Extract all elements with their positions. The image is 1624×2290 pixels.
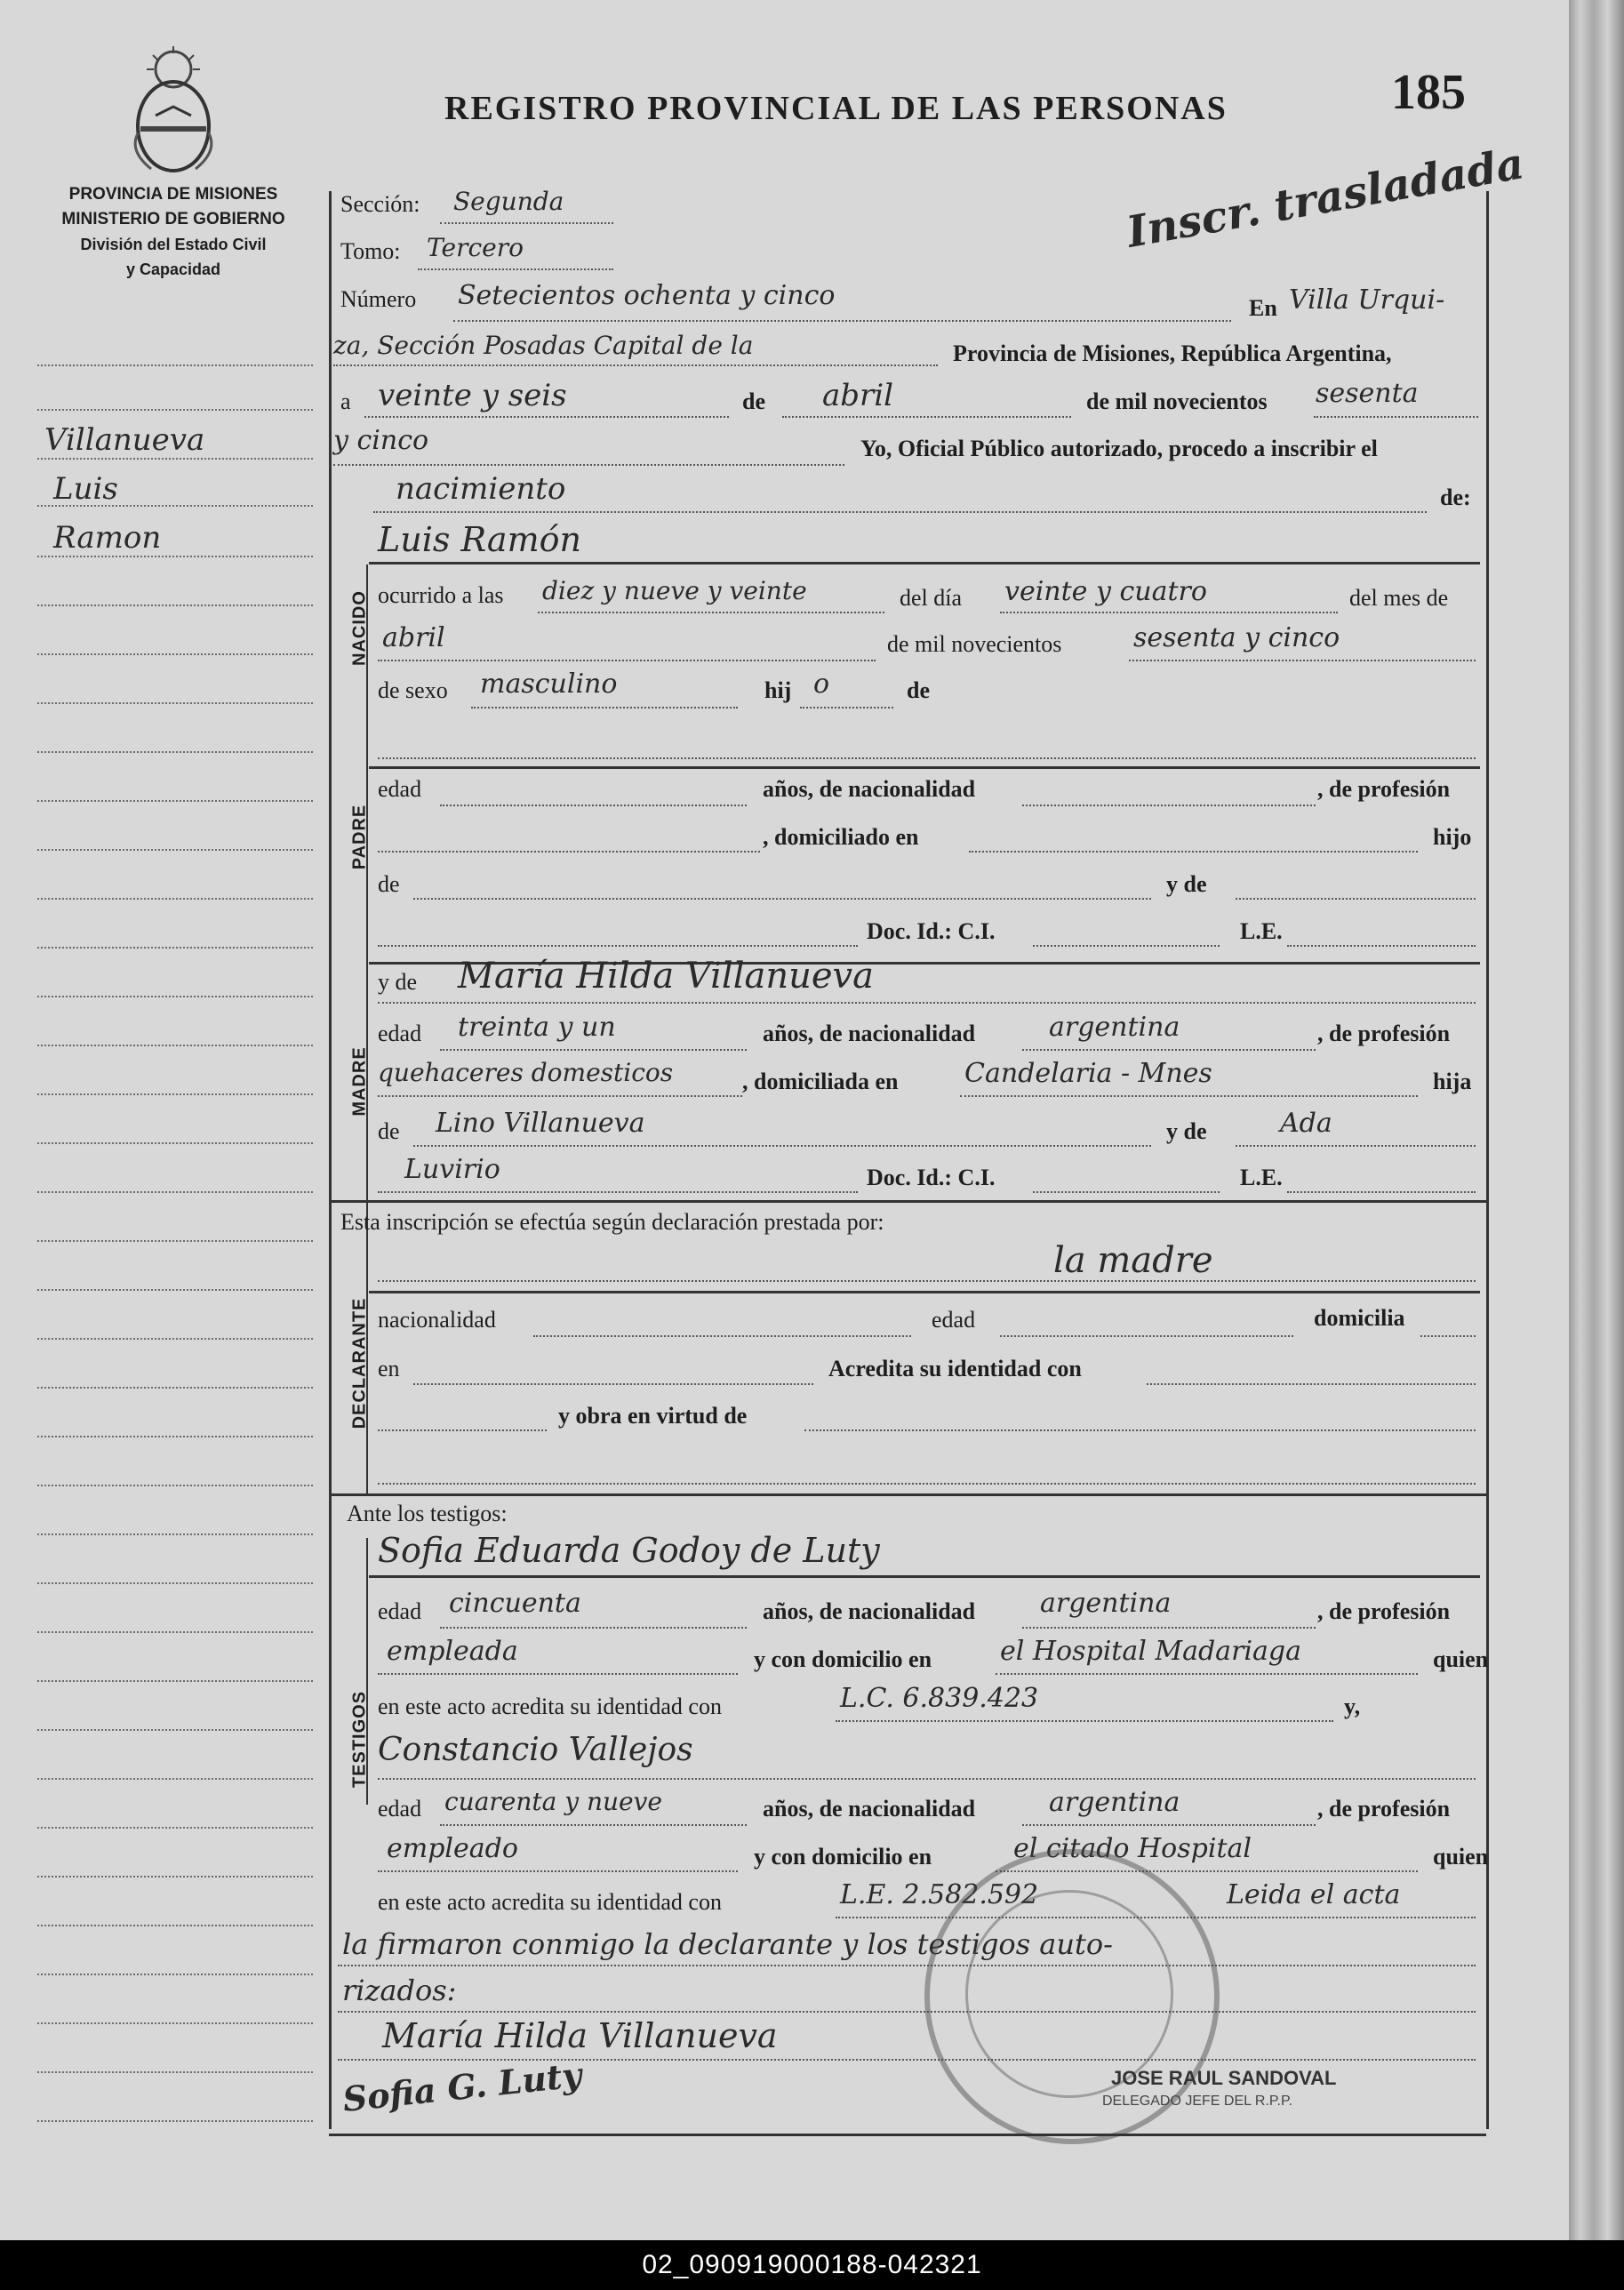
t1-doc-value: L.C. 6.839.423	[840, 1683, 1039, 1714]
file-id-caption: 02_090919000188-042321	[0, 2240, 1624, 2290]
t2-dom-value: el citado Hospital	[1013, 1833, 1252, 1864]
numero-value: Setecientos ochenta y cinco	[458, 280, 836, 311]
place-line2: za, Sección Posadas Capital de la	[333, 331, 754, 360]
t1-quien-label: quien	[1433, 1646, 1489, 1672]
t1-prof-value: empleada	[387, 1636, 518, 1667]
del-mes-label: del mes de	[1349, 585, 1449, 611]
padre-de-label: de	[378, 871, 400, 897]
oficial-text: Yo, Oficial Público autorizado, procedo a inscribir el	[860, 436, 1378, 461]
madre-domiciliada-label: , domiciliada en	[742, 1069, 899, 1094]
year-value-cont: y cinco	[333, 425, 429, 456]
coat-of-arms-icon	[124, 44, 222, 178]
birth-month-value: abril	[382, 622, 445, 653]
signature-mother: María Hilda Villanueva	[382, 2016, 778, 2055]
declarante-nacionalidad-label: nacionalidad	[378, 1307, 496, 1333]
de-label: de	[742, 388, 765, 414]
padre-section-label: PADRE	[349, 804, 370, 870]
en-label: En	[1249, 295, 1277, 321]
org-line-division: División del Estado Civil	[80, 236, 267, 253]
madre-domicilio-value: Candelaria - Mnes	[964, 1058, 1212, 1089]
madre-profesion-value: quehaceres domesticos	[378, 1058, 674, 1087]
page-title: REGISTRO PROVINCIAL DE LAS PERSONAS	[444, 90, 1228, 127]
nacido-name: Luis Ramón	[378, 520, 581, 559]
org-line-capacity: y Capacidad	[125, 260, 221, 278]
seccion-value: Segunda	[453, 187, 564, 216]
closing-line1: Leida el acta	[1227, 1879, 1401, 1910]
t1-profesion-label: , de profesión	[1317, 1598, 1451, 1624]
madre-doc-label: Doc. Id.: C.I.	[867, 1165, 996, 1190]
year-prefix: de mil novecientos	[1086, 388, 1268, 414]
padre-hijo-label: hijo	[1433, 824, 1472, 850]
org-block	[27, 182, 320, 282]
t1-y-label: y,	[1344, 1693, 1361, 1719]
t1-dom-value: el Hospital Madariaga	[1000, 1636, 1301, 1667]
closing-line3: rizados:	[342, 1974, 457, 2007]
t2-quien-label: quien	[1433, 1844, 1489, 1870]
testigos-intro: Ante los testigos:	[347, 1501, 508, 1526]
declarante-en-label: en	[378, 1356, 400, 1381]
sexo-label: de sexo	[378, 677, 448, 703]
hij-value: o	[813, 669, 830, 700]
t1-domicilio-label: y con domicilio en	[754, 1646, 932, 1672]
t2-nac-value: argentina	[1049, 1787, 1180, 1818]
t1-anos-nac-label: años, de nacionalidad	[763, 1598, 976, 1624]
t2-profesion-label: , de profesión	[1317, 1796, 1451, 1822]
hij-label: hij	[764, 677, 792, 703]
numero-label: Número	[340, 286, 417, 312]
madre-y-de-label-2: y de	[1166, 1118, 1207, 1144]
birth-day-value: veinte y cuatro	[1004, 576, 1207, 607]
t2-acredita-label: en este acto acredita su identidad con	[378, 1889, 722, 1915]
madre-hija-label: hija	[1433, 1069, 1472, 1094]
t2-anos-nac-label: años, de nacionalidad	[763, 1796, 976, 1822]
madre-de-label: de	[378, 1118, 400, 1144]
padre-le-label: L.E.	[1240, 918, 1283, 944]
transfer-annotation: Inscr. trasladada	[1123, 139, 1528, 258]
madre-section-label: MADRE	[349, 1046, 370, 1117]
margin-first-name: Luis	[53, 471, 118, 507]
signature-witness: Sofia G. Luty	[340, 2054, 584, 2119]
t1-nac-value: argentina	[1040, 1588, 1172, 1619]
t1-edad-value: cincuenta	[449, 1588, 581, 1619]
testigo2-name: Constancio Vallejos	[378, 1732, 693, 1768]
madre-father-value: Lino Villanueva	[436, 1108, 645, 1139]
t2-domicilio-label: y con domicilio en	[754, 1844, 932, 1870]
padre-doc-label: Doc. Id.: C.I.	[867, 918, 996, 944]
madre-edad-label: edad	[378, 1021, 422, 1046]
book-spine-edge	[1569, 0, 1624, 2240]
declarante-edad-label: edad	[932, 1307, 976, 1333]
official-title: DELEGADO JEFE DEL R.P.P.	[1102, 2094, 1293, 2109]
madre-profesion-label: , de profesión	[1317, 1021, 1451, 1046]
ocurrido-label: ocurrido a las	[378, 582, 504, 608]
main-frame-left	[329, 191, 332, 2129]
time-value: diez y nueve y veinte	[542, 576, 807, 605]
nacido-section-label: NACIDO	[349, 590, 370, 666]
madre-name: María Hilda Villanueva	[458, 956, 874, 997]
t2-doc-value: L.E. 2.582.592	[840, 1879, 1039, 1910]
madre-anos-nac-label: años, de nacionalidad	[763, 1021, 976, 1046]
madre-le-label: L.E.	[1240, 1165, 1283, 1190]
madre-mother-value: Ada	[1280, 1108, 1332, 1139]
t2-prof-value: empleado	[387, 1833, 518, 1864]
declarante-intro: Esta inscripción se efectúa según declaración prestada por:	[340, 1209, 884, 1235]
margin-middle-name: Ramon	[53, 520, 162, 556]
testigos-section-label: TESTIGOS	[349, 1690, 370, 1789]
declarante-acredita-label: Acredita su identidad con	[828, 1356, 1082, 1381]
closing-line2: la firmaron conmigo la declarante y los testigos auto-	[342, 1927, 1113, 1961]
t2-edad-value: cuarenta y nueve	[444, 1787, 662, 1816]
declarante-section-label: DECLARANTE	[349, 1297, 370, 1429]
birth-year-value: sesenta y cinco	[1133, 622, 1340, 653]
margin-surname: Villanueva	[44, 422, 205, 458]
t1-acredita-label: en este acto acredita su identidad con	[378, 1693, 722, 1719]
org-line-ministry: MINISTERIO DE GOBIERNO	[61, 210, 285, 228]
provincia-text: Provincia de Misiones, República Argentina,	[953, 340, 1392, 366]
madre-nacionalidad-value: argentina	[1049, 1012, 1180, 1043]
org-line-province: PROVINCIA DE MISIONES	[68, 185, 278, 204]
madre-mother-value-cont: Luvirio	[404, 1154, 500, 1185]
de-colon-label: de:	[1440, 484, 1471, 510]
madre-y-de-label: y de	[378, 969, 418, 995]
t2-edad-label: edad	[378, 1796, 422, 1822]
tomo-value: Tercero	[427, 233, 524, 262]
seccion-label: Sección:	[340, 191, 420, 217]
t1-edad-label: edad	[378, 1598, 422, 1624]
declarante-domicilia-label: domicilia	[1314, 1305, 1405, 1331]
padre-anos-nac-label: años, de nacionalidad	[763, 776, 976, 802]
padre-profesion-label: , de profesión	[1317, 776, 1451, 802]
page-number: 185	[1391, 65, 1466, 120]
day-value: veinte y seis	[378, 378, 567, 413]
sexo-value: masculino	[480, 669, 618, 700]
en-value: Villa Urqui-	[1289, 284, 1445, 316]
month-value: abril	[822, 378, 894, 413]
official-name: JOSE RAUL SANDOVAL	[1111, 2067, 1337, 2089]
del-dia-label: del día	[900, 585, 963, 611]
act-type-value: nacimiento	[396, 471, 566, 507]
year-value: sesenta	[1316, 378, 1419, 409]
testigo1-name: Sofia Eduarda Godoy de Luty	[378, 1531, 880, 1570]
main-frame-right	[1486, 191, 1489, 2129]
declarante-obra-label: y obra en virtud de	[558, 1403, 748, 1429]
nacido-de-label: de	[907, 677, 930, 703]
padre-domiciliado-label: , domiciliado en	[763, 824, 919, 850]
padre-y-de-label: y de	[1166, 871, 1207, 897]
birth-year-prefix: de mil novecientos	[887, 631, 1062, 657]
madre-edad-value: treinta y un	[458, 1012, 616, 1043]
padre-edad-label: edad	[378, 776, 422, 802]
a-label: a	[340, 388, 351, 414]
tomo-label: Tomo:	[340, 238, 401, 264]
declarante-value: la madre	[1053, 1240, 1213, 1281]
